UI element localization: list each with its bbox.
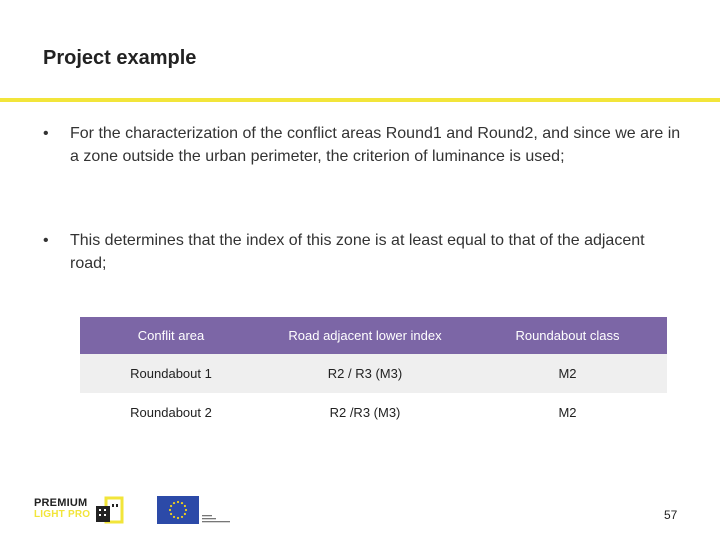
eu-funding-text-mark [202, 497, 232, 523]
bullet-text: For the characterization of the conflict areas Round1 and Round2, and since we are in a zone outside the urban perimeter, the criterion of luminance is used; [70, 125, 681, 165]
cell-conflit-area: Roundabout 1 [80, 354, 262, 393]
eu-stars-icon [157, 496, 199, 524]
eu-star-icon [184, 513, 186, 515]
eu-star-icon [169, 509, 171, 511]
bullet-marker: • [43, 125, 49, 142]
slide-title: Project example [43, 47, 197, 69]
eu-star-icon [173, 516, 175, 518]
eu-star-icon [177, 501, 179, 503]
cell-road-index: R2 / R3 (M3) [262, 354, 468, 393]
title-divider [0, 98, 720, 102]
eu-star-icon [181, 516, 183, 518]
header-roundabout-class: Roundabout class [468, 317, 667, 354]
cell-conflit-area: Roundabout 2 [130, 405, 212, 420]
bullet-item-1 [43, 122, 683, 168]
table-row [80, 393, 667, 432]
premium-light-pro-logo [34, 492, 126, 524]
eu-star-icon [177, 517, 179, 519]
bullet-item-2 [43, 229, 683, 275]
classification-table [80, 317, 667, 432]
table-row [80, 354, 667, 393]
eu-star-icon [170, 513, 172, 515]
bullet-marker: • [43, 232, 49, 249]
cell-road-index: R2 /R3 (M3) [329, 405, 401, 420]
header-road-adjacent-index: Road adjacent lower index [262, 317, 468, 354]
bullet-text: This determines that the index of this zone is at least equal to that of the adjacent road; [70, 232, 645, 272]
eu-star-icon [170, 505, 172, 507]
logo-text-line1: PREMIUM [34, 497, 88, 509]
header-conflit-area: Conflit area [80, 317, 262, 354]
eu-star-icon [181, 502, 183, 504]
cell-roundabout-class: M2 [558, 405, 577, 420]
eu-star-icon [184, 505, 186, 507]
eu-star-icon [185, 509, 187, 511]
page-number: 57 [664, 508, 678, 522]
table-header-row [80, 317, 667, 354]
cell-roundabout-class: M2 [468, 354, 667, 393]
eu-flag-icon [157, 496, 199, 524]
eu-star-icon [173, 502, 175, 504]
building-icon [92, 494, 126, 524]
logo-text-line2: LIGHT PRO [34, 509, 91, 520]
